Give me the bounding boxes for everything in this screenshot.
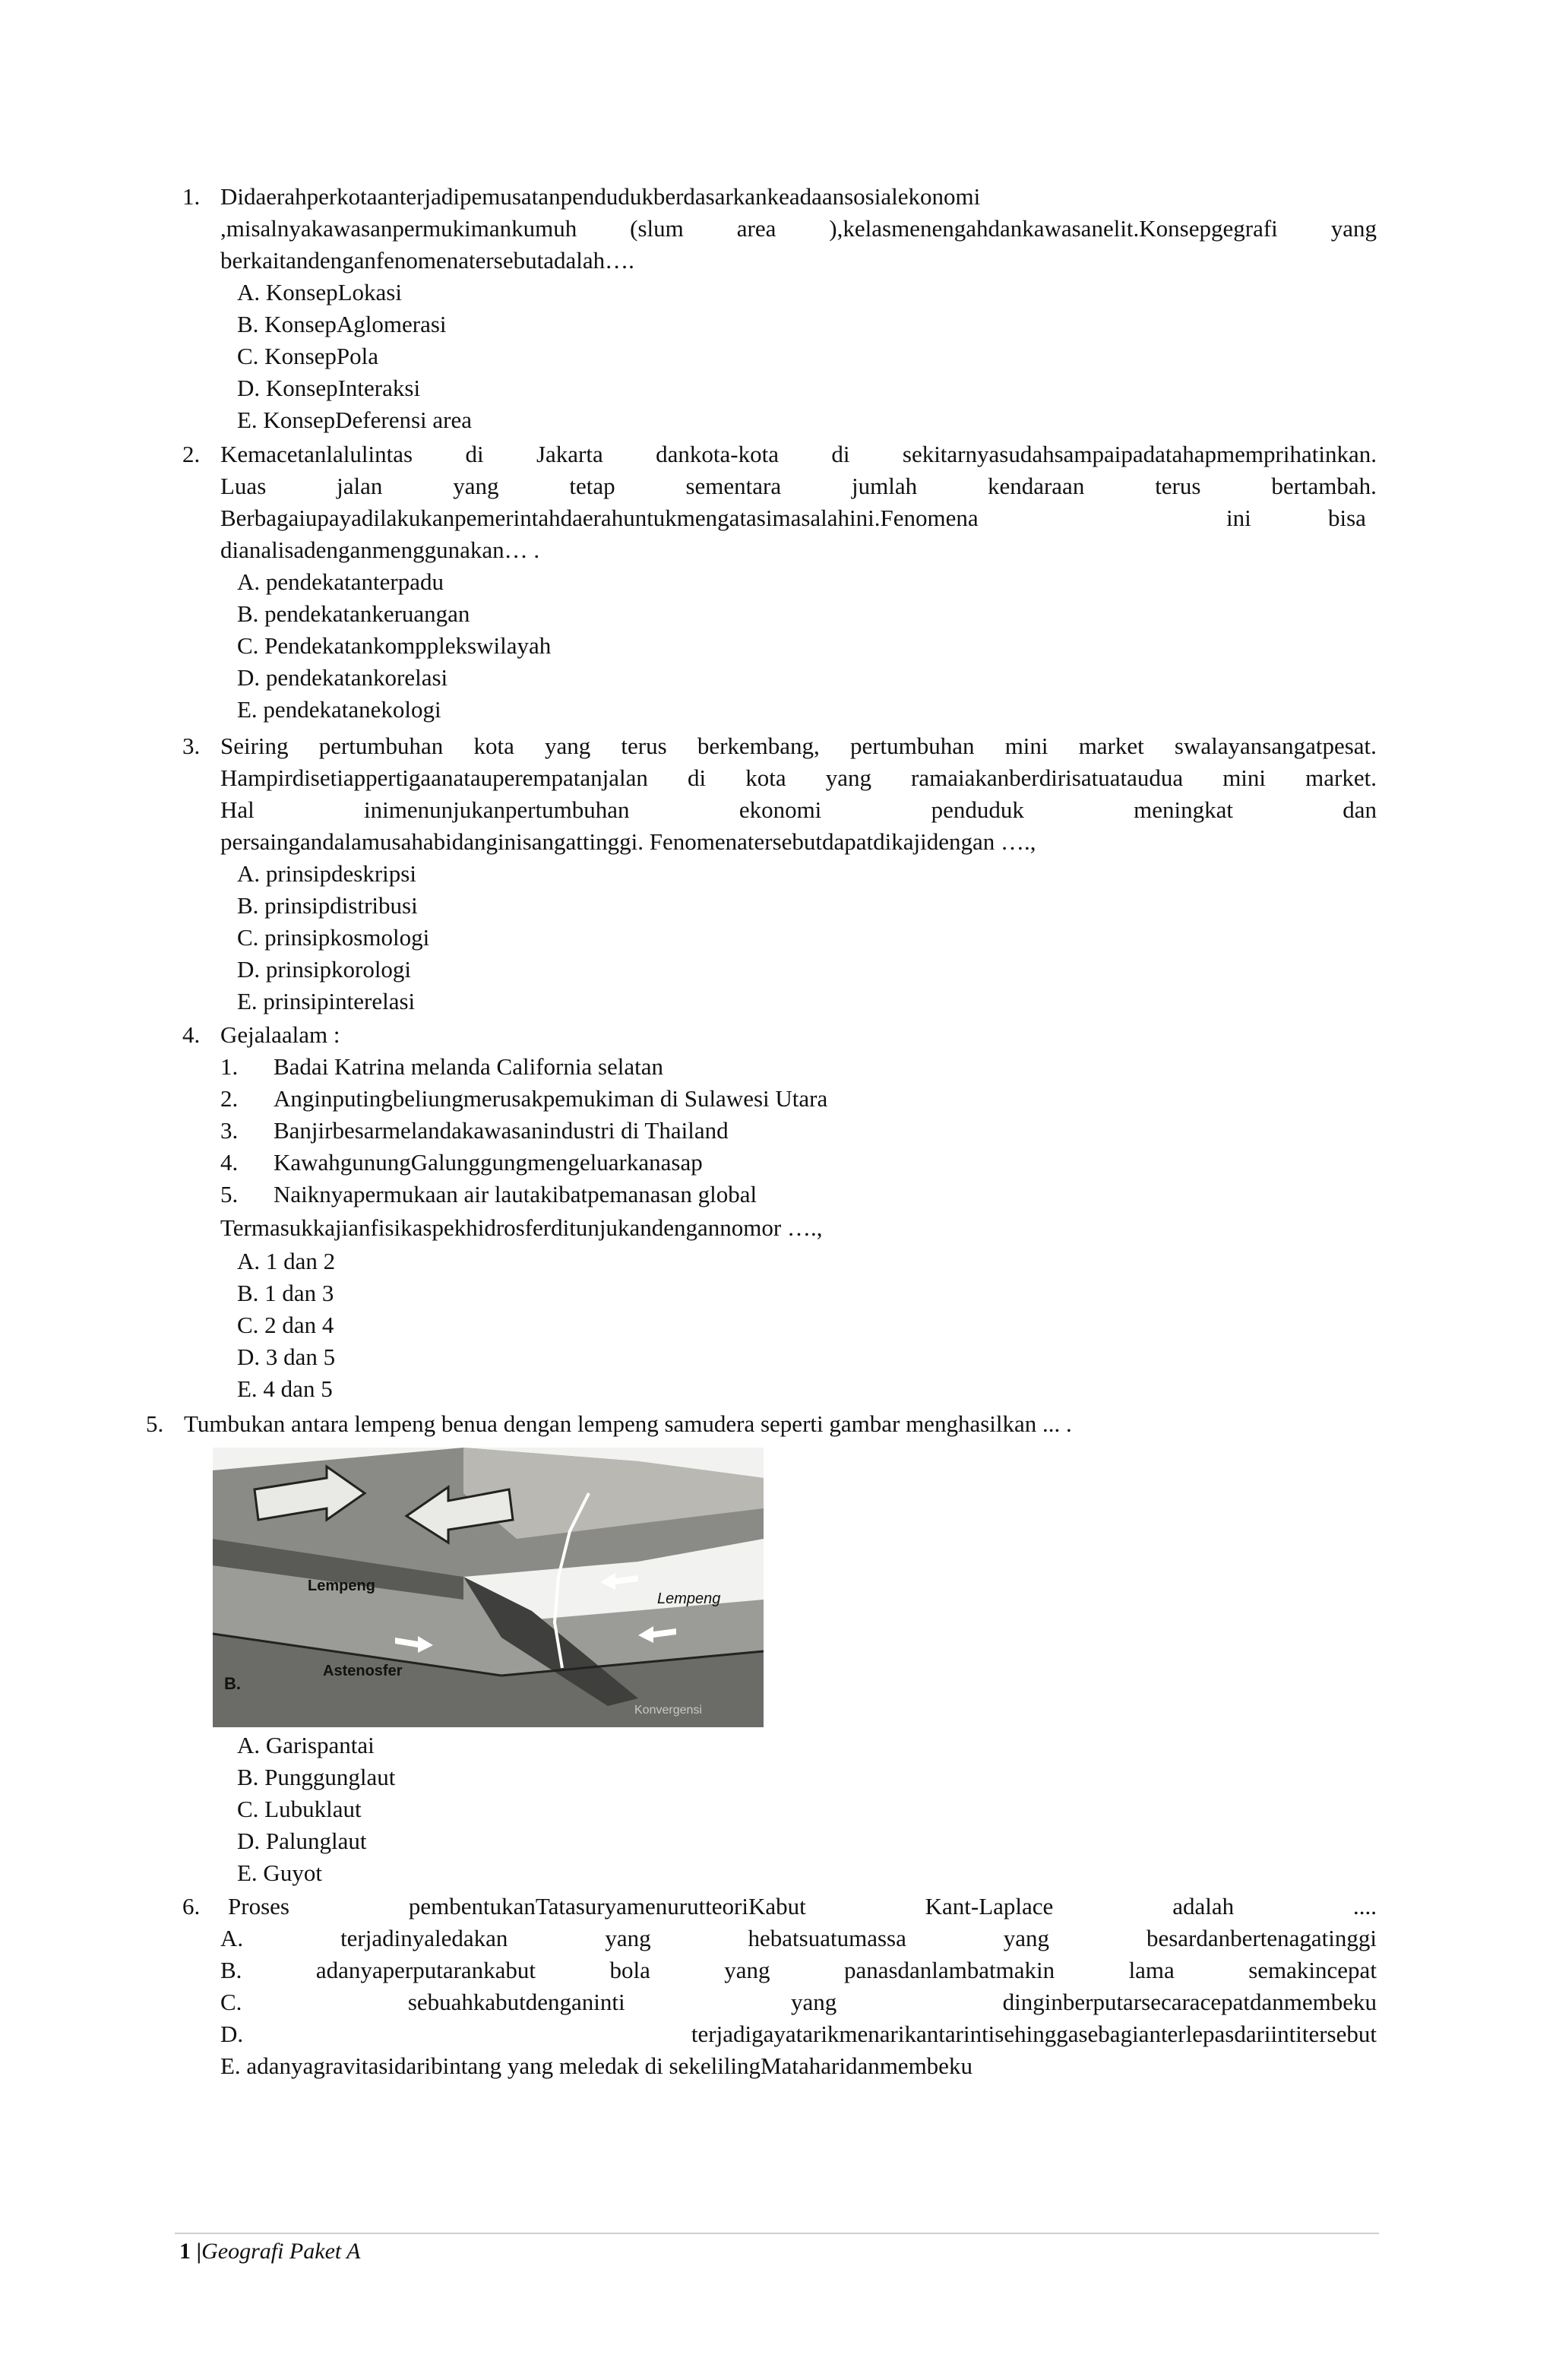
word: jumlah xyxy=(851,473,918,499)
q5-option-e: E. Guyot xyxy=(237,1859,322,1886)
q3-text-line-2 xyxy=(220,762,1377,794)
word: pembentukanTatasuryamenurutteoriKabut xyxy=(408,1893,806,1920)
word: (slum xyxy=(630,215,684,242)
q2-option-d: D. pendekatankorelasi xyxy=(237,664,448,691)
q4-item-number: 4. xyxy=(220,1149,239,1176)
q2-text-line-3-word: bisa xyxy=(1328,505,1366,531)
q4-option-a: A. 1 dan 2 xyxy=(237,1248,336,1274)
footer-title: Geografi Paket A xyxy=(201,2239,361,2264)
q4-option-d: D. 3 dan 5 xyxy=(237,1343,336,1370)
q3-option-c: C. prinsipkosmologi xyxy=(237,924,430,951)
q6-text-line-1 xyxy=(228,1891,1377,1923)
word: pertumbuhan xyxy=(849,733,975,759)
q2-option-e: E. pendekatanekologi xyxy=(237,696,441,723)
word: mini xyxy=(1222,764,1267,791)
word: terjadinyaledakan xyxy=(340,1925,508,1951)
q1-text-line-3: berkaitandenganfenomenatersebutadalah…. xyxy=(220,247,634,274)
q5-option-a: A. Garispantai xyxy=(237,1732,375,1758)
word: inimenunjukanpertumbuhan xyxy=(364,796,630,823)
word: yang xyxy=(1003,1925,1050,1951)
word: Kant-Laplace xyxy=(925,1893,1054,1920)
q5-number: 5. xyxy=(146,1410,164,1437)
q3-option-d: D. prinsipkorologi xyxy=(237,956,412,983)
q1-text-line-1: Didaerahperkotaanterjadipemusatanpendudukberdasarkankeadaansosialekonomi xyxy=(220,183,981,210)
word: Luas xyxy=(220,473,267,499)
word: Jakarta xyxy=(536,441,603,467)
q1-option-b: B. KonsepAglomerasi xyxy=(237,311,447,337)
word: yang xyxy=(825,764,871,791)
word: sebuahkabutdenganinti xyxy=(407,1989,625,2015)
q5-text: Tumbukan antara lempeng benua dengan lempeng samudera seperti gambar menghasilkan ... . xyxy=(184,1410,1072,1437)
footer-divider xyxy=(175,2233,1379,2234)
q5-option-d: D. Palunglaut xyxy=(237,1828,367,1854)
word: Hal xyxy=(220,796,255,823)
q3-option-e: E. prinsipinterelasi xyxy=(237,988,416,1014)
page-footer xyxy=(179,2236,361,2268)
q4-item-number: 1. xyxy=(220,1053,239,1080)
word: terus xyxy=(1155,473,1201,499)
word: area xyxy=(736,215,776,242)
q4-number: 4. xyxy=(182,1021,201,1048)
q3-text-line-3 xyxy=(220,794,1377,826)
word: A. xyxy=(220,1925,244,1951)
word: jalan xyxy=(337,473,383,499)
q4-item-text: KawahgunungGalunggungmengeluarkanasap xyxy=(274,1149,703,1176)
word: market. xyxy=(1305,764,1377,791)
word: bola xyxy=(609,1957,650,1983)
word: yang xyxy=(605,1925,651,1951)
word: yang xyxy=(791,1989,837,2015)
q2-option-c: C. Pendekatankompplekswilayah xyxy=(237,632,552,659)
q6-option-e: E. adanyagravitasidaribintang yang meledak di sekelilingMataharidanmembeku xyxy=(220,2052,972,2079)
word: .... xyxy=(1352,1893,1377,1920)
q1-option-c: C. KonsepPola xyxy=(237,343,378,369)
word: ,misalnyakawasanpermukimankumuh xyxy=(220,215,577,242)
word: meningkat xyxy=(1134,796,1233,823)
q4-heading: Gejalaalam : xyxy=(220,1021,340,1048)
word: pertumbuhan xyxy=(318,733,444,759)
word: yang xyxy=(544,733,591,759)
q4-item-text: Badai Katrina melanda California selatan xyxy=(274,1053,664,1080)
word: sekitarnyasudahsampaipadatahapmemprihatinkan. xyxy=(902,441,1377,467)
asthenosphere-label: Astenosfer xyxy=(323,1663,403,1679)
word: ekonomi xyxy=(738,796,822,823)
word: ),kelasmenengahdankawasanelit.Konsepgegrafi xyxy=(829,215,1278,242)
left-plate-label: Lempeng xyxy=(308,1578,375,1594)
word: adanyaperputarankabut xyxy=(315,1957,536,1983)
q4-item-number: 2. xyxy=(220,1085,239,1112)
q3-number: 3. xyxy=(182,733,201,759)
q4-option-e: E. 4 dan 5 xyxy=(237,1375,333,1402)
word: yang xyxy=(1330,215,1377,242)
word: ramaiakanberdirisatuataudua xyxy=(911,764,1184,791)
right-plate-label: Lempeng xyxy=(657,1590,721,1607)
word: B. xyxy=(220,1957,242,1983)
word: yang xyxy=(724,1957,770,1983)
word: bertambah. xyxy=(1271,473,1377,499)
word: D. xyxy=(220,2021,244,2047)
footer-separator: | xyxy=(196,2239,202,2264)
word: Kemacetanlalulintas xyxy=(220,441,413,467)
q2-text-line-4: dianalisadenganmenggunakan… . xyxy=(220,536,540,563)
word: sementara xyxy=(685,473,782,499)
word: di xyxy=(688,764,707,791)
q4-item-number: 5. xyxy=(220,1181,239,1207)
word: tetap xyxy=(569,473,615,499)
q3-text-line-1 xyxy=(220,730,1377,762)
word: adalah xyxy=(1172,1893,1235,1920)
q6-option-d xyxy=(220,2018,1377,2050)
q3-text-line-4: persaingandalamusahabidanginisangattinggi. Fenomenatersebutdapatdikajidengan …., xyxy=(220,828,1036,855)
word: C. xyxy=(220,1989,242,2015)
q1-option-d: D. KonsepInteraksi xyxy=(237,375,421,401)
q2-option-b: B. pendekatankeruangan xyxy=(237,600,470,627)
word: besardanbertenagatinggi xyxy=(1146,1925,1377,1951)
figure-credit: Konvergensi xyxy=(634,1704,702,1717)
word: yang xyxy=(453,473,499,499)
page-number: 1 xyxy=(179,2239,191,2264)
word: kota xyxy=(473,733,514,759)
word: semakincepat xyxy=(1248,1957,1377,1983)
word: panasdanlambatmakin xyxy=(843,1957,1055,1983)
q6-option-b xyxy=(220,1954,1377,1986)
q4-item-text: Naiknyapermukaan air lautakibatpemanasan global xyxy=(274,1181,757,1207)
q6-option-c xyxy=(220,1986,1377,2018)
word: dinginberputarsecaracepatdanmembeku xyxy=(1002,1989,1377,2015)
word: terus xyxy=(621,733,667,759)
q2-text-line-3: Berbagaiupayadilakukanpemerintahdaerahuntukmengatasimasalahini.Fenomena xyxy=(220,505,979,531)
figure-corner-label: B. xyxy=(224,1674,241,1693)
q1-option-e: E. KonsepDeferensi area xyxy=(237,407,472,433)
q6-option-a xyxy=(220,1923,1377,1954)
word: kendaraan xyxy=(987,473,1085,499)
q2-text-line-3-word: ini xyxy=(1226,505,1251,531)
q2-text-line-1 xyxy=(220,438,1377,470)
word: hebatsuatumassa xyxy=(748,1925,906,1951)
q2-number: 2. xyxy=(182,441,201,467)
q1-option-a: A. KonsepLokasi xyxy=(237,279,402,305)
word: Hampirdisetiappertigaanatauperempatanjalan xyxy=(220,764,648,791)
word: penduduk xyxy=(931,796,1024,823)
q1-number: 1. xyxy=(182,183,201,210)
word: Proses xyxy=(228,1893,289,1920)
word: lama xyxy=(1128,1957,1175,1983)
q5-option-b: B. Punggunglaut xyxy=(237,1764,396,1790)
q4-option-c: C. 2 dan 4 xyxy=(237,1312,334,1338)
q6-number: 6. xyxy=(182,1893,201,1920)
q2-option-a: A. pendekatanterpadu xyxy=(237,568,444,595)
q4-item-text: Anginputingbeliungmerusakpemukiman di Sulawesi Utara xyxy=(274,1085,828,1112)
word: Seiring xyxy=(220,733,289,759)
q5-option-c: C. Lubuklaut xyxy=(237,1796,362,1822)
word: swalayansangatpesat. xyxy=(1174,733,1377,759)
plate-collision-figure xyxy=(213,1448,764,1727)
q3-option-b: B. prinsipdistribusi xyxy=(237,892,418,919)
word: berkembang, xyxy=(697,733,820,759)
word: di xyxy=(465,441,484,467)
q2-text-line-2 xyxy=(220,470,1377,502)
q4-item-number: 3. xyxy=(220,1117,239,1144)
q4-item-text: Banjirbesarmelandakawasanindustri di Thailand xyxy=(274,1117,729,1144)
word: market xyxy=(1078,733,1144,759)
word: mini xyxy=(1004,733,1048,759)
q4-question: Termasukkajianfisikaspekhidrosferditunjukandengannomor …., xyxy=(220,1214,823,1241)
q1-text-line-2 xyxy=(220,213,1377,245)
word: terjadigayatarikmenarikantarintisehinggasebagianterlepasdariintitersebut xyxy=(691,2021,1377,2047)
q4-option-b: B. 1 dan 3 xyxy=(237,1280,334,1306)
word: di xyxy=(831,441,850,467)
word: kota xyxy=(745,764,786,791)
word: dankota-kota xyxy=(656,441,779,467)
q3-option-a: A. prinsipdeskripsi xyxy=(237,860,416,887)
word: dan xyxy=(1343,796,1377,823)
